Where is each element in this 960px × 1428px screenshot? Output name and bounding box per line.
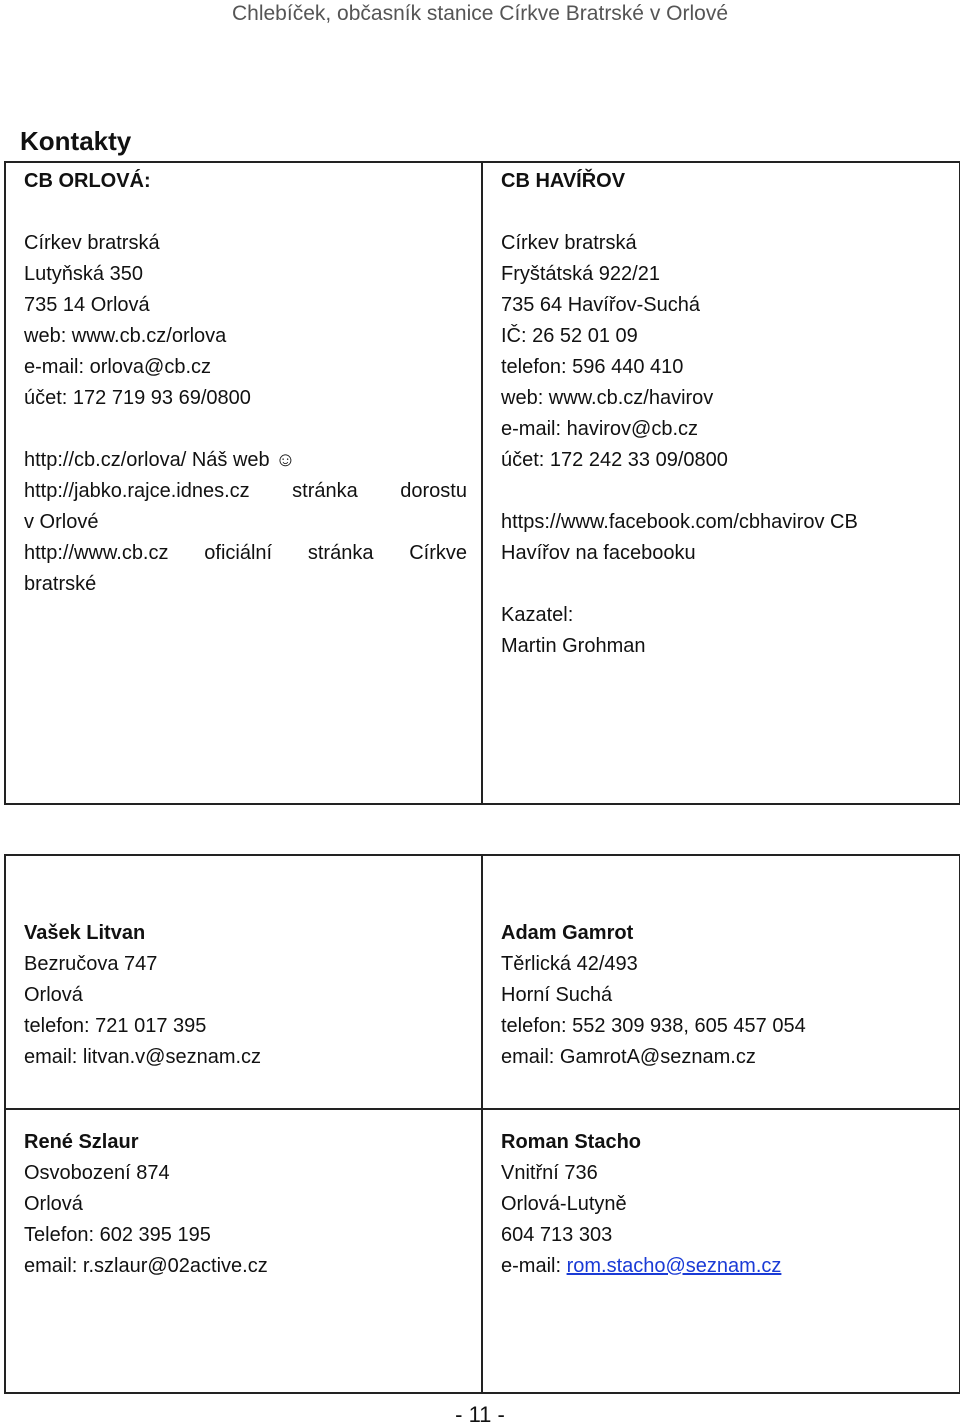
contact-phone: telefon: 552 309 938, 605 457 054 (501, 1015, 806, 1037)
contact-city: Orlová (24, 984, 83, 1006)
havirov-ic: IČ: 26 52 01 09 (501, 325, 638, 347)
contact-email-link[interactable]: rom.stacho@seznam.cz (566, 1255, 782, 1277)
cb-orlova-heading: CB ORLOVÁ: (24, 170, 151, 192)
contact-street: Vnitřní 736 (501, 1162, 598, 1184)
contact-card (5, 855, 482, 1109)
contact-name: René Szlaur (24, 1131, 139, 1153)
section-title: Kontakty (20, 126, 132, 156)
orlova-street: Lutyňská 350 (24, 263, 143, 285)
contact-phone: telefon: 721 017 395 (24, 1015, 207, 1037)
orlova-account: účet: 172 719 93 69/0800 (24, 387, 251, 409)
havirov-account: účet: 172 242 33 09/0800 (501, 449, 728, 471)
havirov-phone: telefon: 596 440 410 (501, 356, 684, 378)
contact-name: Adam Gamrot (501, 922, 634, 944)
havirov-street: Fryštátská 922/21 (501, 263, 660, 285)
contact-name: Roman Stacho (501, 1131, 642, 1153)
contact-street: Bezručova 747 (24, 953, 158, 975)
contact-street: Těrlická 42/493 (501, 953, 638, 975)
orlova-org: Církev bratrská (24, 232, 160, 254)
contact-street: Osvobození 874 (24, 1162, 170, 1184)
orlova-youth-link: http://jabko.rajce.idnes.cz stránka dorostu (24, 480, 467, 502)
havirov-facebook: https://www.facebook.com/cbhavirov CB (501, 511, 858, 533)
page-number: - 11 - (455, 1402, 505, 1427)
contact-card (5, 1109, 482, 1393)
havirov-org: Církev bratrská (501, 232, 637, 254)
contact-city: Horní Suchá (501, 984, 613, 1006)
havirov-facebook-cont: Havířov na facebooku (501, 542, 696, 564)
orlova-web-link: http://cb.cz/orlova/ Náš web ☺ (24, 449, 296, 471)
contact-name: Vašek Litvan (24, 922, 146, 944)
contact-email: email: litvan.v@seznam.cz (24, 1046, 262, 1068)
havirov-preacher-label: Kazatel: (501, 604, 574, 626)
orlova-web: web: www.cb.cz/orlova (24, 325, 227, 347)
contact-email (501, 1251, 945, 1282)
contact-card (482, 855, 960, 1109)
orlova-email: e-mail: orlova@cb.cz (24, 356, 212, 378)
havirov-email: e-mail: havirov@cb.cz (501, 418, 699, 440)
cb-havirov-cell (482, 162, 960, 804)
contact-email: email: r.szlaur@02active.cz (24, 1255, 268, 1277)
contact-email-label: e-mail: (501, 1255, 567, 1277)
contact-city: Orlová (24, 1193, 83, 1215)
havirov-city: 735 64 Havířov-Suchá (501, 294, 701, 316)
contact-card (482, 1109, 960, 1393)
contact-phone: Telefon: 602 395 195 (24, 1224, 211, 1246)
personal-contacts-table (4, 854, 960, 1394)
contact-email: email: GamrotA@seznam.cz (501, 1046, 756, 1068)
cb-havirov-heading: CB HAVÍŘOV (501, 170, 626, 192)
cb-orlova-cell (5, 162, 482, 804)
orlova-official-link: http://www.cb.cz oficiální stránka Církve (24, 542, 467, 564)
publication-header: Chlebíček, občasník stanice Církve Bratrské v Orlové (231, 2, 729, 25)
orlova-youth-link-cont: v Orlové (24, 511, 99, 533)
havirov-web: web: www.cb.cz/havirov (501, 387, 714, 409)
havirov-preacher-name: Martin Grohman (501, 635, 646, 657)
orlova-city: 735 14 Orlová (24, 294, 150, 316)
contact-city: Orlová-Lutyně (501, 1193, 627, 1215)
church-contacts-table (4, 161, 960, 805)
contact-phone: 604 713 303 (501, 1224, 613, 1246)
orlova-official-link-cont: bratrské (24, 573, 97, 595)
